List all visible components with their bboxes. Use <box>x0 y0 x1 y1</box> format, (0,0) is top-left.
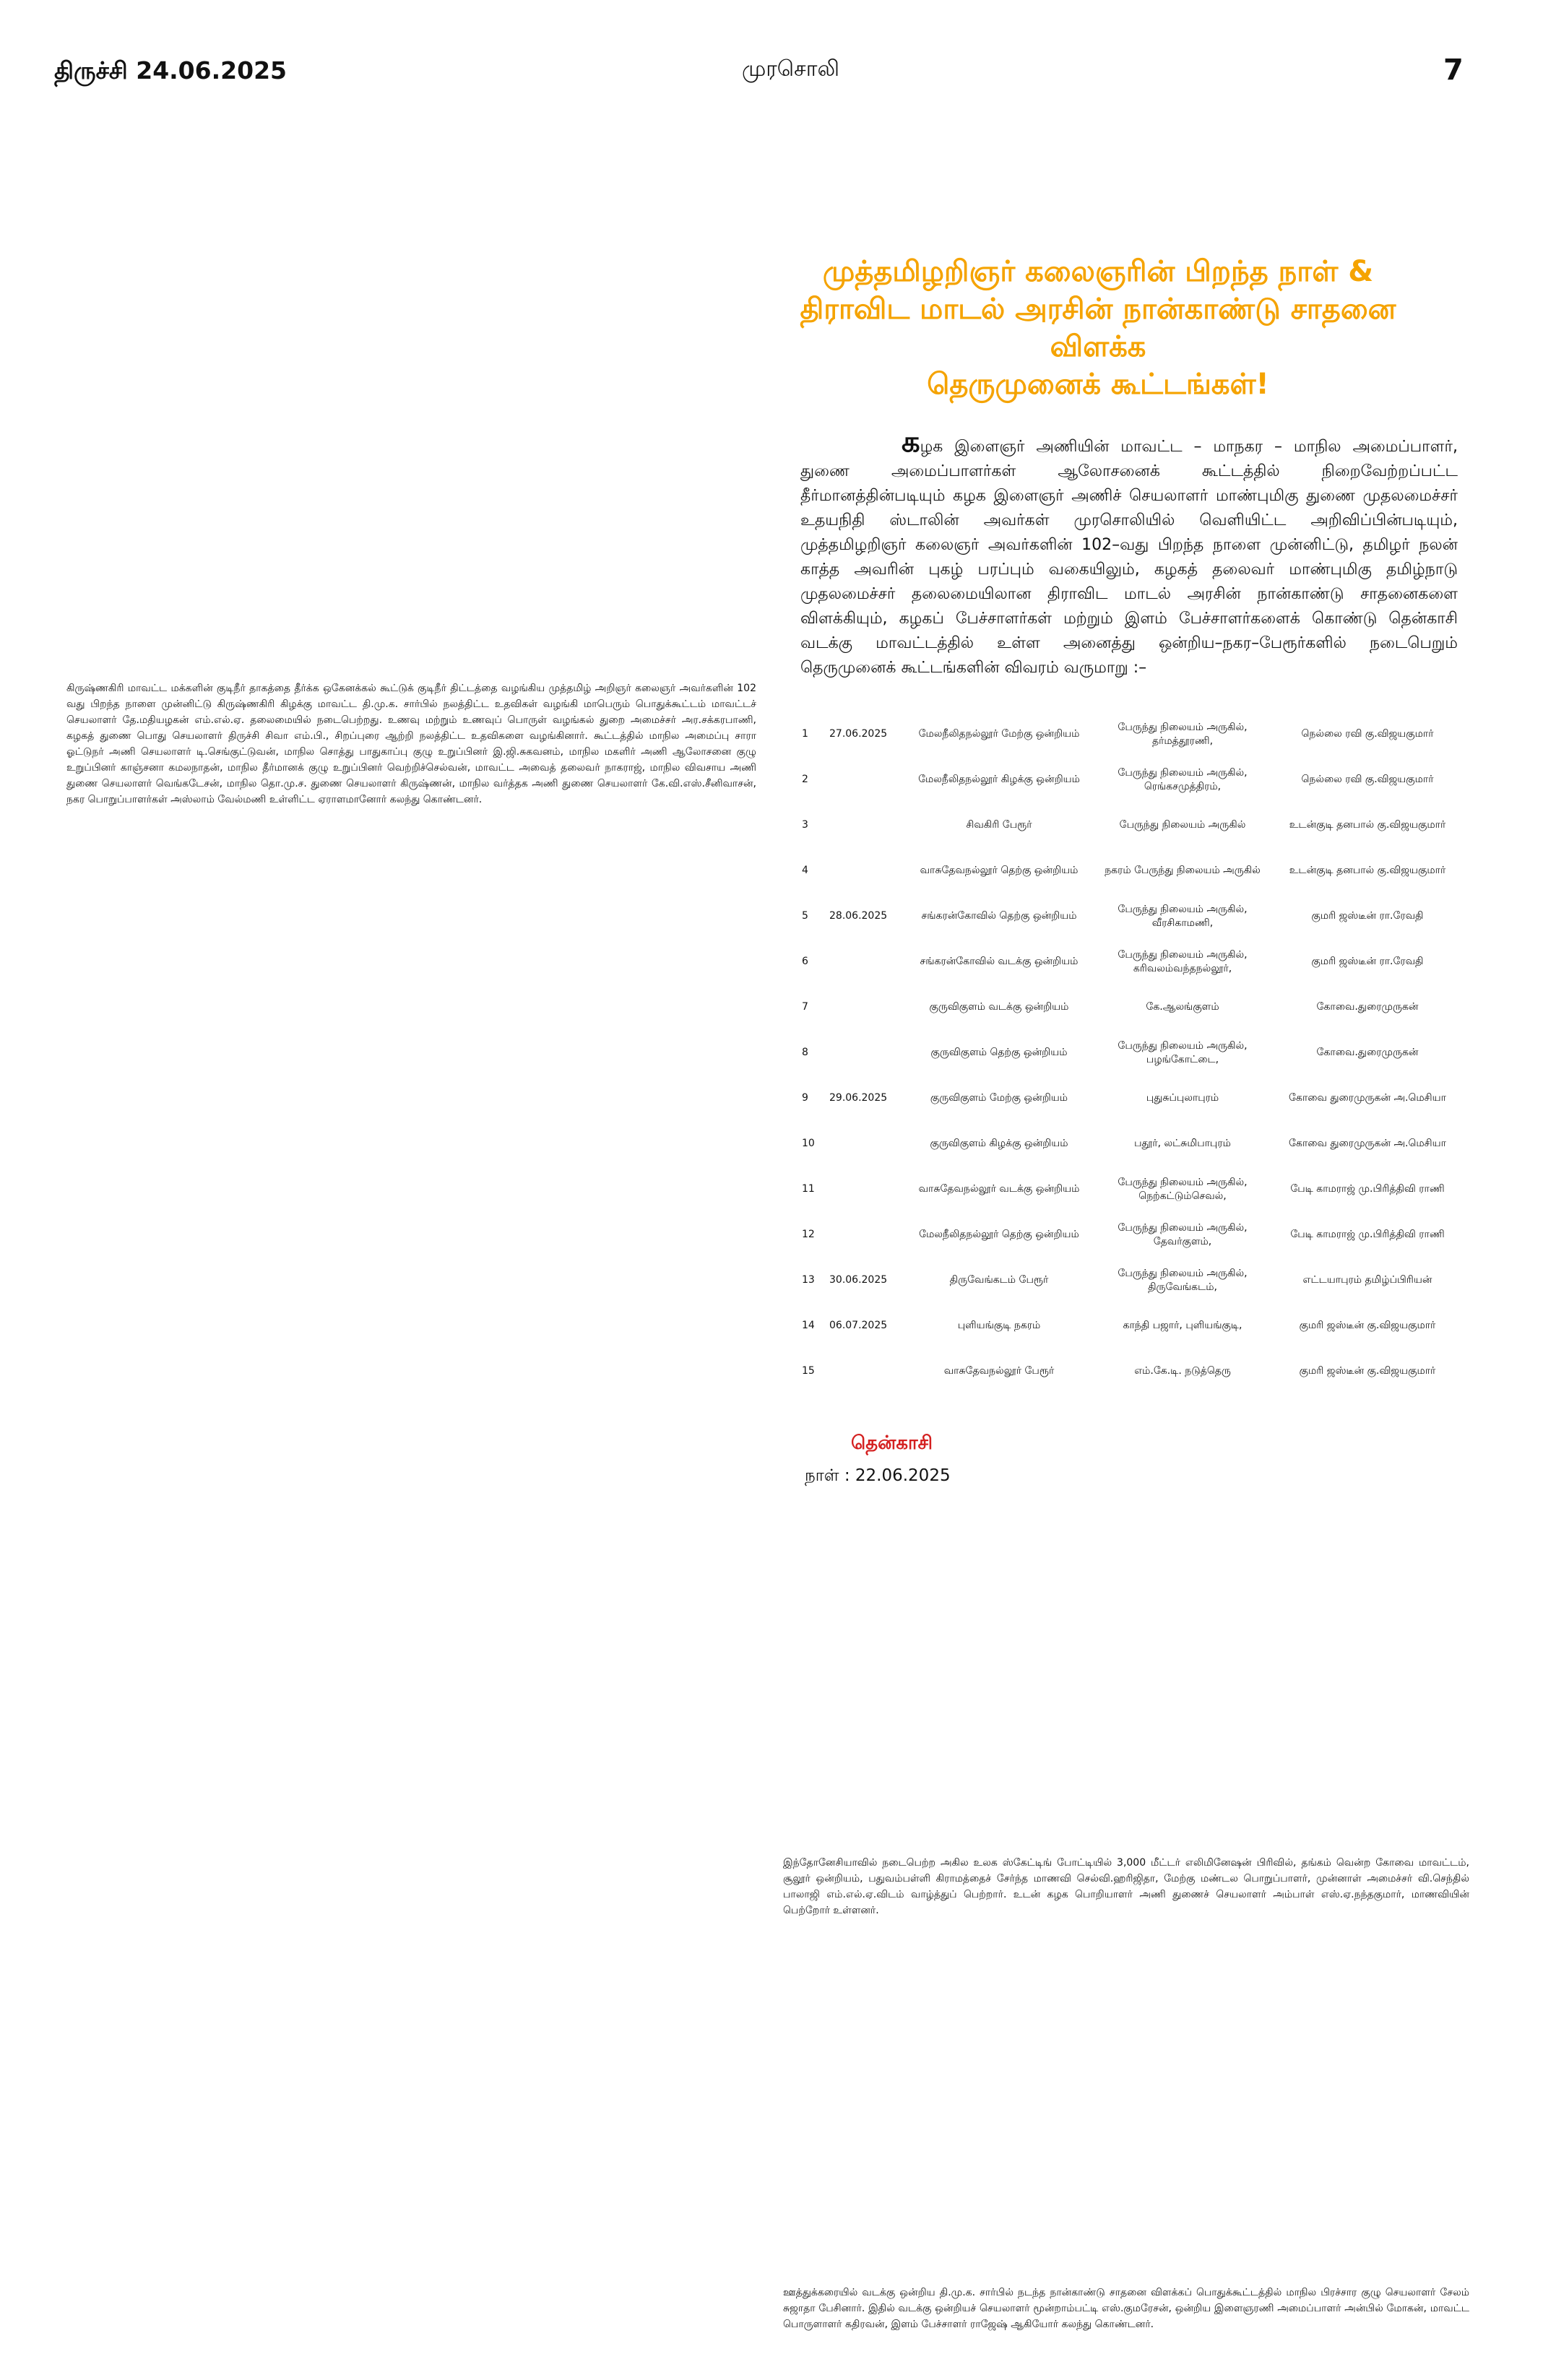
schedule-date <box>829 1212 909 1258</box>
schedule-venue: பேருந்து நிலையம் அருகில், வீரசிகாமணி, <box>1118 903 1248 929</box>
schedule-speakers: குமரி ஜஸ்டீன் ரா.ரேவதி <box>1311 910 1424 922</box>
schedule-speakers: எட்டயாபுரம் தமிழ்ப்பிரியன் <box>1302 1274 1432 1286</box>
schedule-speakers: கோவை துரைமுருகன் அ.மெசியா <box>1289 1092 1446 1104</box>
page-number: 7 <box>1443 53 1464 87</box>
schedule-venue: பேருந்து நிலையம் அருகில், தர்மத்தூரணி, <box>1118 721 1248 747</box>
schedule-place: சங்கரன்கோவில் வடக்கு ஒன்றியம் <box>920 956 1079 967</box>
schedule-row <box>802 802 1459 848</box>
schedule-number: 8 <box>802 1047 808 1058</box>
schedule-date: 29.06.2025 <box>829 1092 888 1104</box>
schedule-venue: பேருந்து நிலையம் அருகில், பழங்கோட்டை, <box>1118 1039 1248 1065</box>
schedule-speakers: குமரி ஜஸ்டீன் ரா.ரேவதி <box>1311 956 1424 967</box>
schedule-speakers: குமரி ஜஸ்டீன் கு.விஜயகுமார் <box>1299 1365 1436 1377</box>
schedule-row <box>802 1258 1459 1303</box>
schedule-place: மேலநீலிதநல்லூர் மேற்கு ஒன்றியம் <box>918 728 1080 740</box>
drop-cap: க <box>902 425 920 459</box>
district-heading: தென்காசி <box>851 1432 933 1454</box>
schedule-number: 12 <box>802 1229 815 1240</box>
schedule-row <box>802 985 1459 1030</box>
schedule-speakers: உடன்குடி தனபால் கு.விஜயகுமார் <box>1289 865 1446 876</box>
meeting-schedule-table <box>802 711 1459 1394</box>
schedule-row <box>802 893 1459 939</box>
schedule-date <box>829 1167 909 1212</box>
headline <box>780 253 1416 403</box>
schedule-row <box>802 1030 1459 1076</box>
schedule-row <box>802 848 1459 893</box>
schedule-speakers: கோவை.துரைமுருகன் <box>1316 1047 1419 1058</box>
schedule-number: 5 <box>802 910 808 922</box>
schedule-place: வாசுதேவநல்லூர் வடக்கு ஒன்றியம் <box>918 1183 1080 1195</box>
photo-caption-middle: இந்தோனேசியாவில் நடைபெற்ற அகில உலக ஸ்கேட்டிங் போட்டியில் 3,000 மீட்டர் எலிமினேஷன் பிரிவில், தங்கம் வென்ற கோவை மாவட்டம், சூலூர் ஒன்றியம், பதுவம்பள்ளி கிராமத்தைச் சேர்ந்த மாணவி செல்வி.ஹரிஜிதா, மேற்கு மண்டல பொறுப்பாளர், முன்னாள் அமைச்சர் வி.செந்தில் பாலாஜி எம்.எல்.ஏ.விடம் வாழ்த்துப் பெற்றார். உடன் கழக பொறியாளர் அணி துணைச் செயலாளர் அம்பாள் எஸ்.ஏ.நந்தகுமார், மாணவியின் பெற்றோர் உள்ளனர். <box>783 1857 1469 1916</box>
schedule-speakers: உடன்குடி தனபால் கு.விஜயகுமார் <box>1289 819 1446 831</box>
schedule-speakers: கோவை.துரைமுருகன் <box>1316 1001 1419 1013</box>
schedule-speakers: குமரி ஜஸ்டீன் கு.விஜயகுமார் <box>1299 1320 1436 1331</box>
schedule-speakers: நெல்லை ரவி கு.விஜயகுமார் <box>1301 774 1434 785</box>
schedule-place: வாசுதேவநல்லூர் பேரூர் <box>943 1365 1055 1377</box>
schedule-number: 1 <box>802 728 808 740</box>
schedule-number: 6 <box>802 956 808 967</box>
schedule-row <box>802 939 1459 985</box>
schedule-place: மேலநீலிதநல்லூர் தெற்கு ஒன்றியம் <box>919 1229 1079 1240</box>
schedule-date <box>829 985 909 1030</box>
schedule-venue: காந்தி பஜார், புளியங்குடி, <box>1123 1320 1242 1331</box>
schedule-date <box>829 939 909 985</box>
schedule-date: 30.06.2025 <box>829 1274 888 1286</box>
schedule-speakers: பேடி காமராஜ் மு.பிரித்திவி ராணி <box>1290 1183 1445 1195</box>
schedule-number: 4 <box>802 865 808 876</box>
schedule-venue: பேருந்து நிலையம் அருகில், தேவர்குளம், <box>1118 1221 1248 1247</box>
newspaper-title: முரசொலி <box>742 56 839 82</box>
schedule-date <box>829 1349 909 1394</box>
schedule-row <box>802 1303 1459 1349</box>
schedule-number: 7 <box>802 1001 808 1013</box>
schedule-place: திருவேங்கடம் பேரூர் <box>949 1274 1049 1286</box>
schedule-speakers: பேடி காமராஜ் மு.பிரித்திவி ராணி <box>1290 1229 1445 1240</box>
intro-text: ழக இளைஞர் அணியின் மாவட்ட – மாநகர – மாநில அமைப்பாளர், துணை அமைப்பாளர்கள் ஆலோசனைக் கூட்டத்தில் நிறைவேற்றப்பட்ட தீர்மானத்தின்படியும் கழக இளைஞர் அணிச் செயலாளர் மாண்புமிகு துணை முதலமைச்சர் உதயநிதி ஸ்டாலின் அவர்கள் முரசொலியில் வெளியிட்ட அறிவிப்பின்படியும், முத்தமிழறிஞர் கலைஞர் அவர்களின் 102–வது பிறந்த நாளை முன்னிட்டு, தமிழர் நலன் காத்த அவரின் புகழ் பரப்பும் வகையிலும், கழகத் தலைவர் மாண்புமிகு தமிழ்நாடு முதலமைச்சர் தலைமையிலான திராவிட மாடல் அரசின் நான்காண்டு சாதனைகளை விளக்கியும், கழகப் பேச்சாளர்கள் மற்றும் இளம் பேச்சாளர்களைக் கொண்டு தென்காசி வடக்கு மாவட்டத்தில் உள்ள அனைத்து ஒன்றிய–நகர–பேரூர்களில் நடைபெறும் தெருமுனைக் கூட்டங்களின் விவரம் வருமாறு :– <box>800 438 1458 677</box>
schedule-venue: நகரம் பேருந்து நிலையம் அருகில் <box>1105 865 1261 876</box>
schedule-place: வாசுதேவநல்லூர் தெற்கு ஒன்றியம் <box>920 865 1079 876</box>
schedule-place: குருவிகுளம் கிழக்கு ஒன்றியம் <box>930 1138 1068 1149</box>
schedule-venue: கே.ஆலங்குளம் <box>1146 1001 1219 1013</box>
schedule-venue: புதுசுப்புலாபுரம் <box>1146 1092 1219 1104</box>
schedule-place: குருவிகுளம் வடக்கு ஒன்றியம் <box>929 1001 1069 1013</box>
schedule-venue: பேருந்து நிலையம் அருகில், கரிவலம்வந்தநல்லூர், <box>1118 948 1248 974</box>
schedule-date: 27.06.2025 <box>829 728 888 740</box>
schedule-row <box>802 1167 1459 1212</box>
schedule-row <box>802 1349 1459 1394</box>
schedule-number: 10 <box>802 1138 815 1149</box>
schedule-venue: பேருந்து நிலையம் அருகில், நெற்கட்டும்செவல், <box>1118 1176 1248 1202</box>
schedule-number: 9 <box>802 1092 808 1104</box>
headline-line-3: தெருமுனைக் கூட்டங்கள்! <box>927 368 1269 401</box>
schedule-number: 13 <box>802 1274 815 1286</box>
schedule-date <box>829 1030 909 1076</box>
schedule-place: புளியங்குடி நகரம் <box>957 1320 1041 1331</box>
schedule-venue: எம்.கே.டி. நடுத்தெரு <box>1134 1365 1231 1377</box>
schedule-venue: பேருந்து நிலையம் அருகில் <box>1119 819 1246 831</box>
dateline: நாள் : 22.06.2025 <box>805 1466 951 1485</box>
schedule-date <box>829 802 909 848</box>
schedule-speakers: நெல்லை ரவி கு.விஜயகுமார் <box>1301 728 1434 740</box>
schedule-venue: பேருந்து நிலையம் அருகில், ரெங்கசமுத்திரம், <box>1118 766 1248 792</box>
schedule-row <box>802 1076 1459 1121</box>
schedule-date: 06.07.2025 <box>829 1320 888 1331</box>
schedule-row <box>802 711 1459 757</box>
schedule-date <box>829 1121 909 1167</box>
photo-caption-left: கிருஷ்ணகிரி மாவட்ட மக்களின் குடிநீர் தாகத்தை தீர்க்க ஒகேனக்கல் கூட்டுக் குடிநீர் திட்டத்தை வழங்கிய முத்தமிழ் அறிஞர் கலைஞர் அவர்களின் 102 வது பிறந்த நாளை முன்னிட்டு கிருஷ்ணகிரி கிழக்கு மாவட்ட தி.மு.க. சார்பில் நலத்திட்ட உதவிகள் வழங்கி மாபெரும் பொதுக்கூட்டம் மாவட்டச் செயலாளர் தே.மதியழகன் எம்.எல்.ஏ. தலைமையில் நடைபெற்றது. உணவு மற்றும் உணவுப் பொருள் வழங்கல் துறை அமைச்சர் அர.சக்கரபாணி, கழகத் துணை பொது செயலாளர் திருச்சி சிவா எம்.பி., சிறப்புரை ஆற்றி நலத்திட்ட உதவிகளை வழங்கினார். கூட்டத்தில் மாநில அமைப்பு சாரா ஓட்டுநர் அணி செயலாளர் டி.செங்குட்டுவன், மாநில சொத்து பாதுகாப்பு குழு உறுப்பினர் இ.ஜி.சுகவனம், மாநில மகளிர் அணி ஆலோசனை குழு உறுப்பினர் காஞ்சனா கமலநாதன், மாநில தீர்மானக் குழு உறுப்பினர் வெற்றிச்செல்வன், மாவட்ட அவைத் தலைவர் நாகராஜ், மாநில விவசாய அணி துணை செயலாளர் வெங்கடேசன், மாநில தொ.மு.ச. துணை செயலாளர் கிருஷ்ணன், மாநில வர்த்தக அணி துணை செயலாளர் கே.வி.எஸ்.சீனிவாசன், நகர பொறுப்பாளர்கள் அஸ்லாம் வேல்மணி உள்ளிட்ட ஏராளமானோர் கலந்து கொண்டனர். <box>66 683 756 805</box>
schedule-number: 15 <box>802 1365 815 1377</box>
schedule-place: குருவிகுளம் தெற்கு ஒன்றியம் <box>930 1047 1068 1058</box>
schedule-number: 3 <box>802 819 808 831</box>
schedule-row <box>802 1121 1459 1167</box>
schedule-number: 14 <box>802 1320 815 1331</box>
schedule-date <box>829 848 909 893</box>
schedule-speakers: கோவை துரைமுருகன் அ.மெசியா <box>1289 1138 1446 1149</box>
schedule-place: மேலநீலிதநல்லூர் கிழக்கு ஒன்றியம் <box>918 774 1080 785</box>
headline-line-1: முத்தமிழறிஞர் கலைஞரின் பிறந்த நாள் & <box>822 255 1374 288</box>
schedule-venue: பதூர், லட்சுமிபாபுரம் <box>1134 1138 1231 1149</box>
schedule-place: சிவகிரி பேரூர் <box>966 819 1032 831</box>
schedule-date: 28.06.2025 <box>829 910 888 922</box>
headline-line-2: திராவிட மாடல் அரசின் நான்காண்டு சாதனை விளக்க <box>800 293 1396 363</box>
schedule-date <box>829 757 909 802</box>
schedule-place: குருவிகுளம் மேற்கு ஒன்றியம் <box>930 1092 1068 1104</box>
schedule-venue: பேருந்து நிலையம் அருகில், திருவேங்கடம், <box>1118 1267 1248 1293</box>
schedule-place: சங்கரன்கோவில் தெற்கு ஒன்றியம் <box>921 910 1077 922</box>
schedule-row <box>802 757 1459 802</box>
photo-caption-bottom: ஊத்துக்கரையில் வடக்கு ஒன்றிய தி.மு.க. சார்பில் நடந்த நான்காண்டு சாதனை விளக்கப் பொதுக்கூட்டத்தில் மாநில பிரச்சார குழு செயலாளர் சேலம் சுஜாதா பேசினார். இதில் வடக்கு ஒன்றியச் செயலாளர் மூன்றாம்பட்டி எஸ்.குமரேசன், ஒன்றிய இளைஞரணி அமைப்பாளர் அன்பில் மோகன், மாவட்ட பொருளாளர் கதிரவன், இளம் பேச்சாளர் ராஜேஷ் ஆகியோர் கலந்து கொண்டனர். <box>783 2287 1469 2330</box>
schedule-number: 2 <box>802 774 808 785</box>
intro-paragraph <box>800 425 1458 680</box>
city-date: திருச்சி 24.06.2025 <box>54 56 287 85</box>
schedule-row <box>802 1212 1459 1258</box>
schedule-number: 11 <box>802 1183 815 1195</box>
